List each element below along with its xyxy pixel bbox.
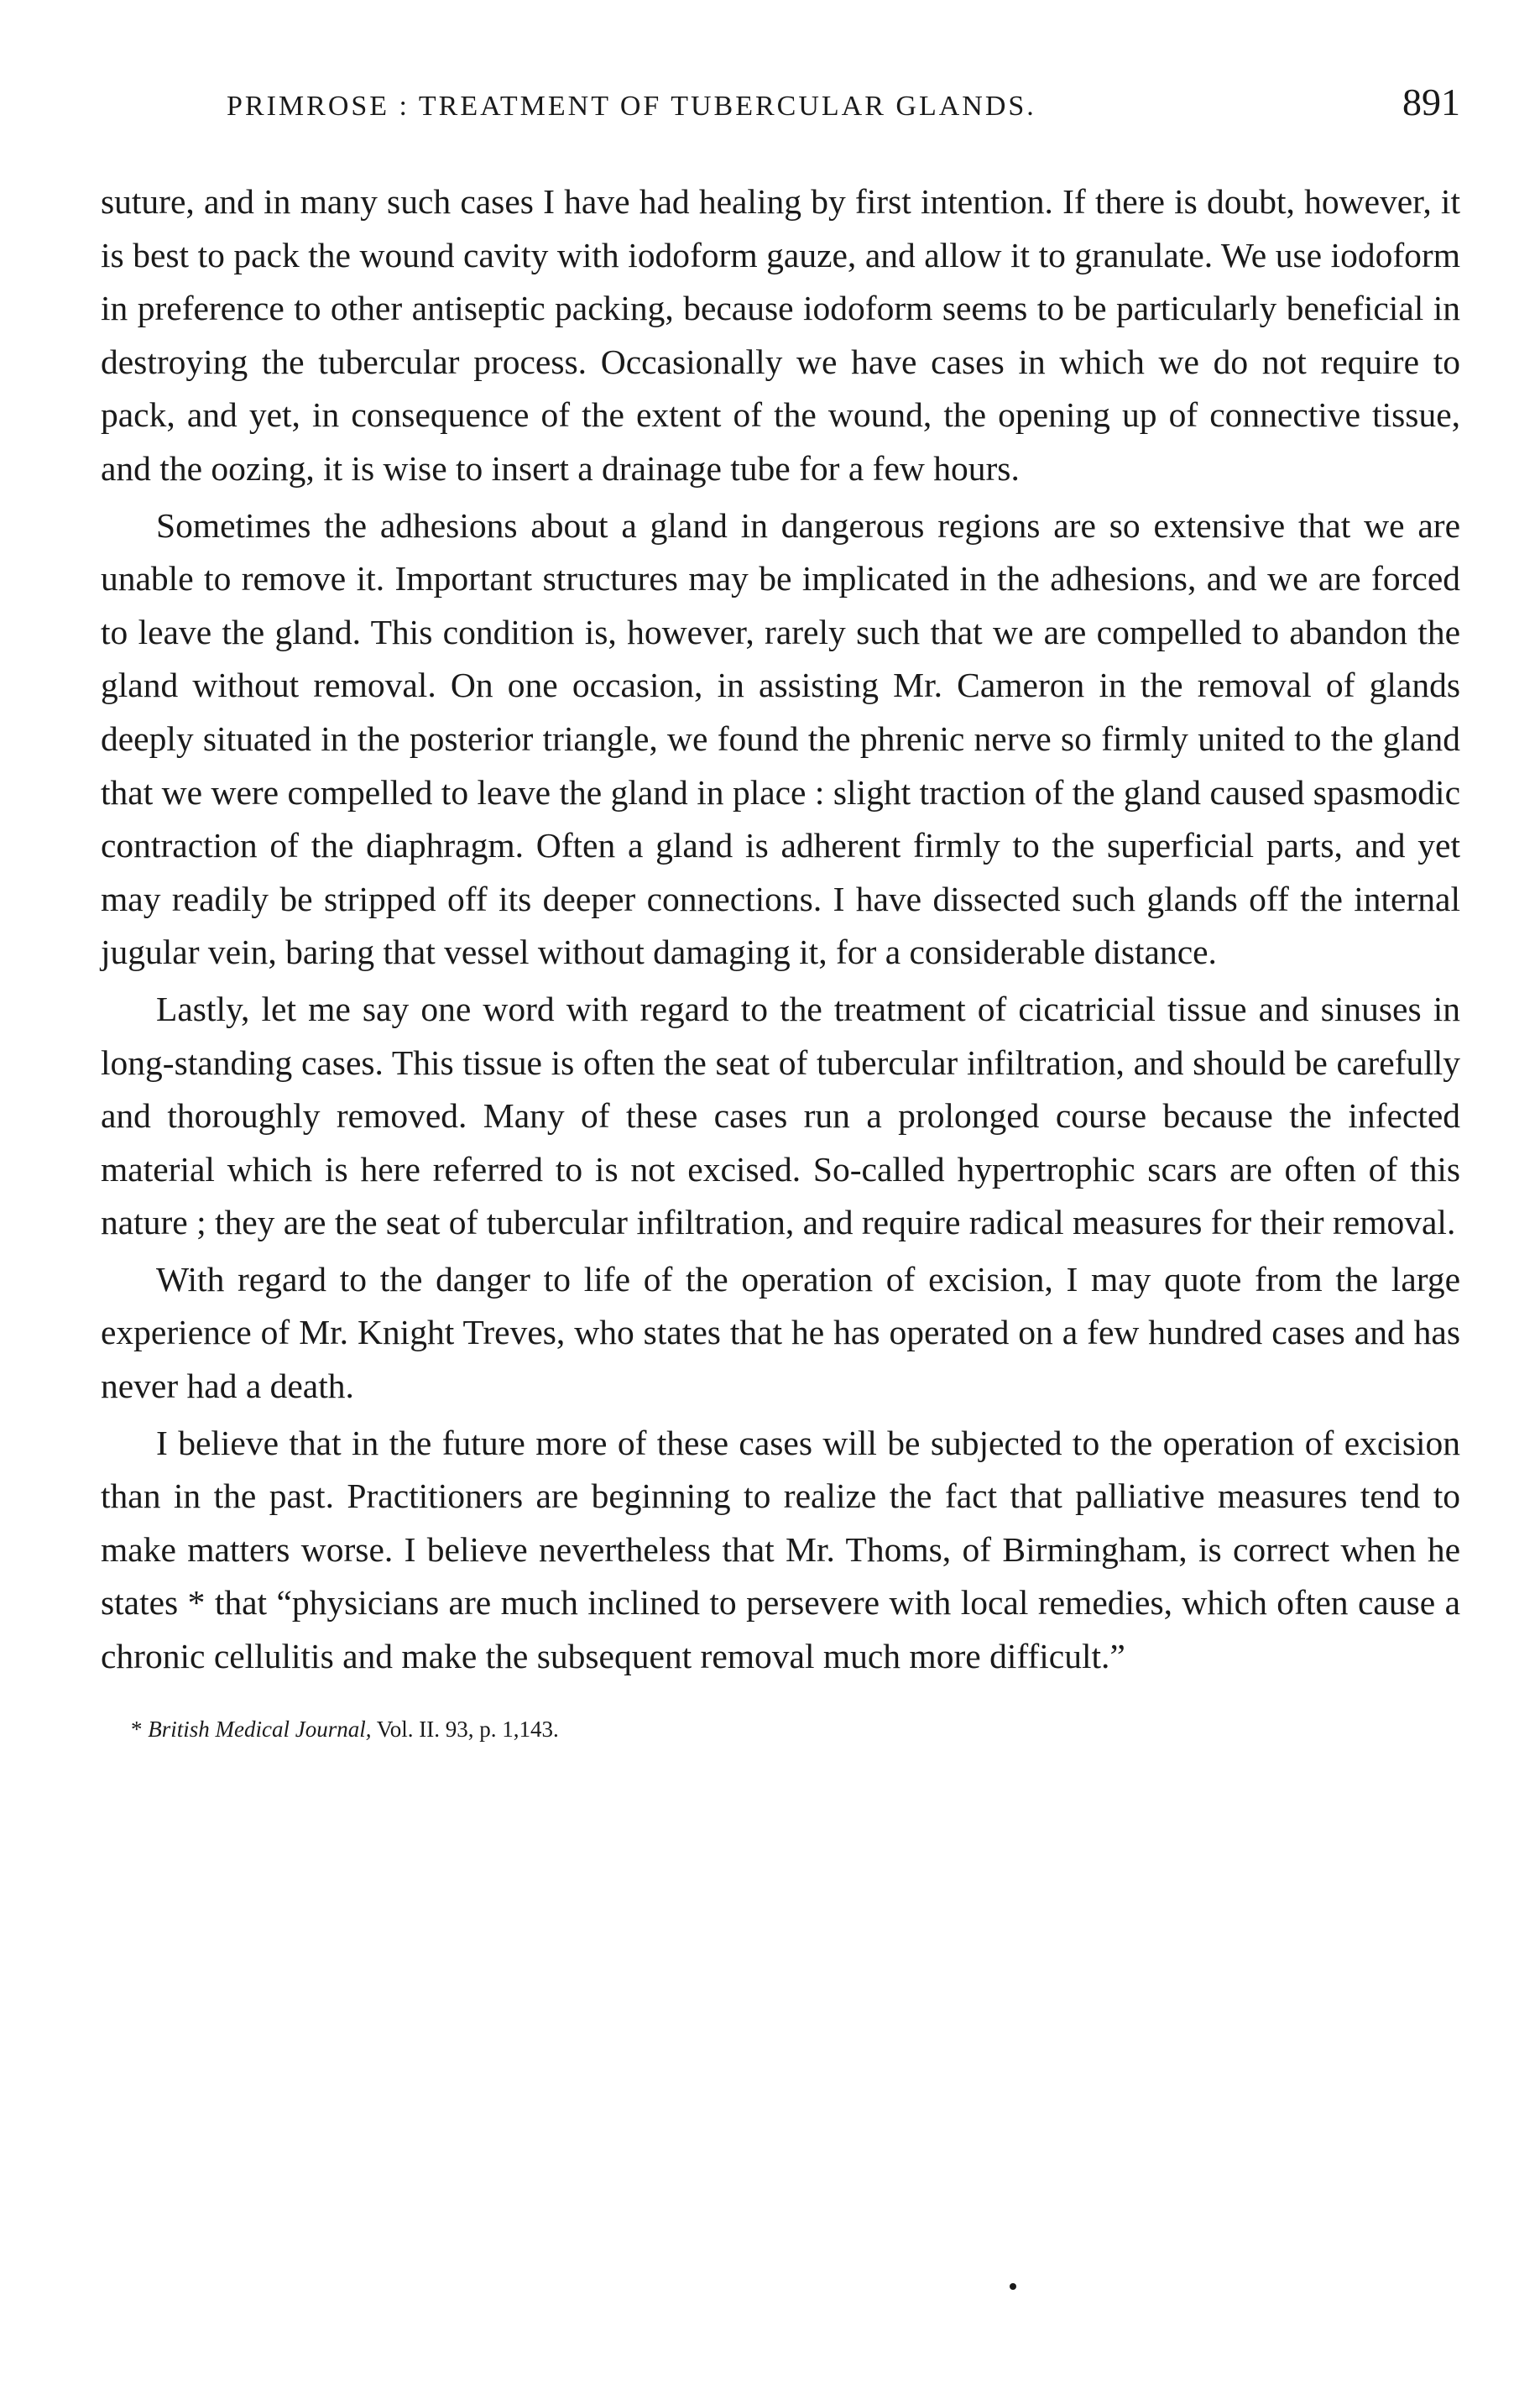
paragraph-1: suture, and in many such cases I have had healing by first intention. If there is doubt, however, it is best to pack the wound cavity with iodoform gauze, and allow it to granulate. We use iodoform in preference to other antiseptic packing, because iodoform seems to be particularly beneficial in destroying the tubercular process. Occasionally we have cases in which we do not require to pack, and yet, in consequence of the extent of the wound, the opening up of connective tissue, and the oozing, it is wise to insert a drainage tube for a few hours. (101, 182, 1460, 488)
running-head (101, 80, 1460, 147)
footnote-marker: * (131, 1716, 143, 1742)
body-text (101, 175, 1460, 1684)
ink-dot (1010, 2283, 1016, 2290)
paragraph-3: Lastly, let me say one word with regard to the treatment of cicatricial tissue and sinuses in long-standing cases. This tissue is often the seat of tubercular infiltration, and should be carefully and thoroughly removed. Many of these cases run a prolonged course because the infected material which is here referred to is not excised. So-called hypertrophic scars are often of this nature ; they are the seat of tubercular infiltration, and require radical measures for their removal. (101, 989, 1460, 1242)
running-title: PRIMROSE : TREATMENT OF TUBERCULAR GLANDS. (227, 91, 1036, 122)
footnote-journal: British Medical Journal, (148, 1716, 372, 1742)
footnote-reference: Vol. II. 93, p. 1,143. (376, 1716, 559, 1742)
paragraph-2: Sometimes the adhesions about a gland in dangerous regions are so extensive that we are unable to remove it. Important structures may be implicated in the adhesions, and we are forced to leave the gland. This condition is, however, rarely such that we are compelled to abandon the gland without removal. On one occasion, in assisting Mr. Cameron in the removal of glands deeply situated in the posterior triangle, we found the phrenic nerve so firmly united to the gland that we were compelled to leave the gland in place : slight traction of the gland caused spasmodic contraction of the diaphragm. Often a gland is adherent firmly to the superficial parts, and yet may readily be stripped off its deeper connections. I have dissected such glands off the internal jugular vein, baring that vessel without damaging it, for a considerable distance. (101, 505, 1460, 972)
paragraph-4: With regard to the danger to life of the operation of excision, I may quote from the large experience of Mr. Knight Treves, who states that he has operated on a few hundred cases and has never had a death. (101, 1259, 1460, 1406)
page-number: 891 (1402, 81, 1460, 123)
page (101, 80, 1460, 1744)
footnote (101, 1714, 1460, 1744)
paragraph-5: I believe that in the future more of these cases will be subjected to the operation of excision than in the past. Practitioners are beginning to realize the fact that palliative measures tend to make matters worse. I believe nevertheless that Mr. Thoms, of Birmingham, is correct when he states * that “physicians are much inclined to persevere with local remedies, which often cause a chronic cellulitis and make the subsequent removal much more difficult.” (101, 1423, 1460, 1676)
